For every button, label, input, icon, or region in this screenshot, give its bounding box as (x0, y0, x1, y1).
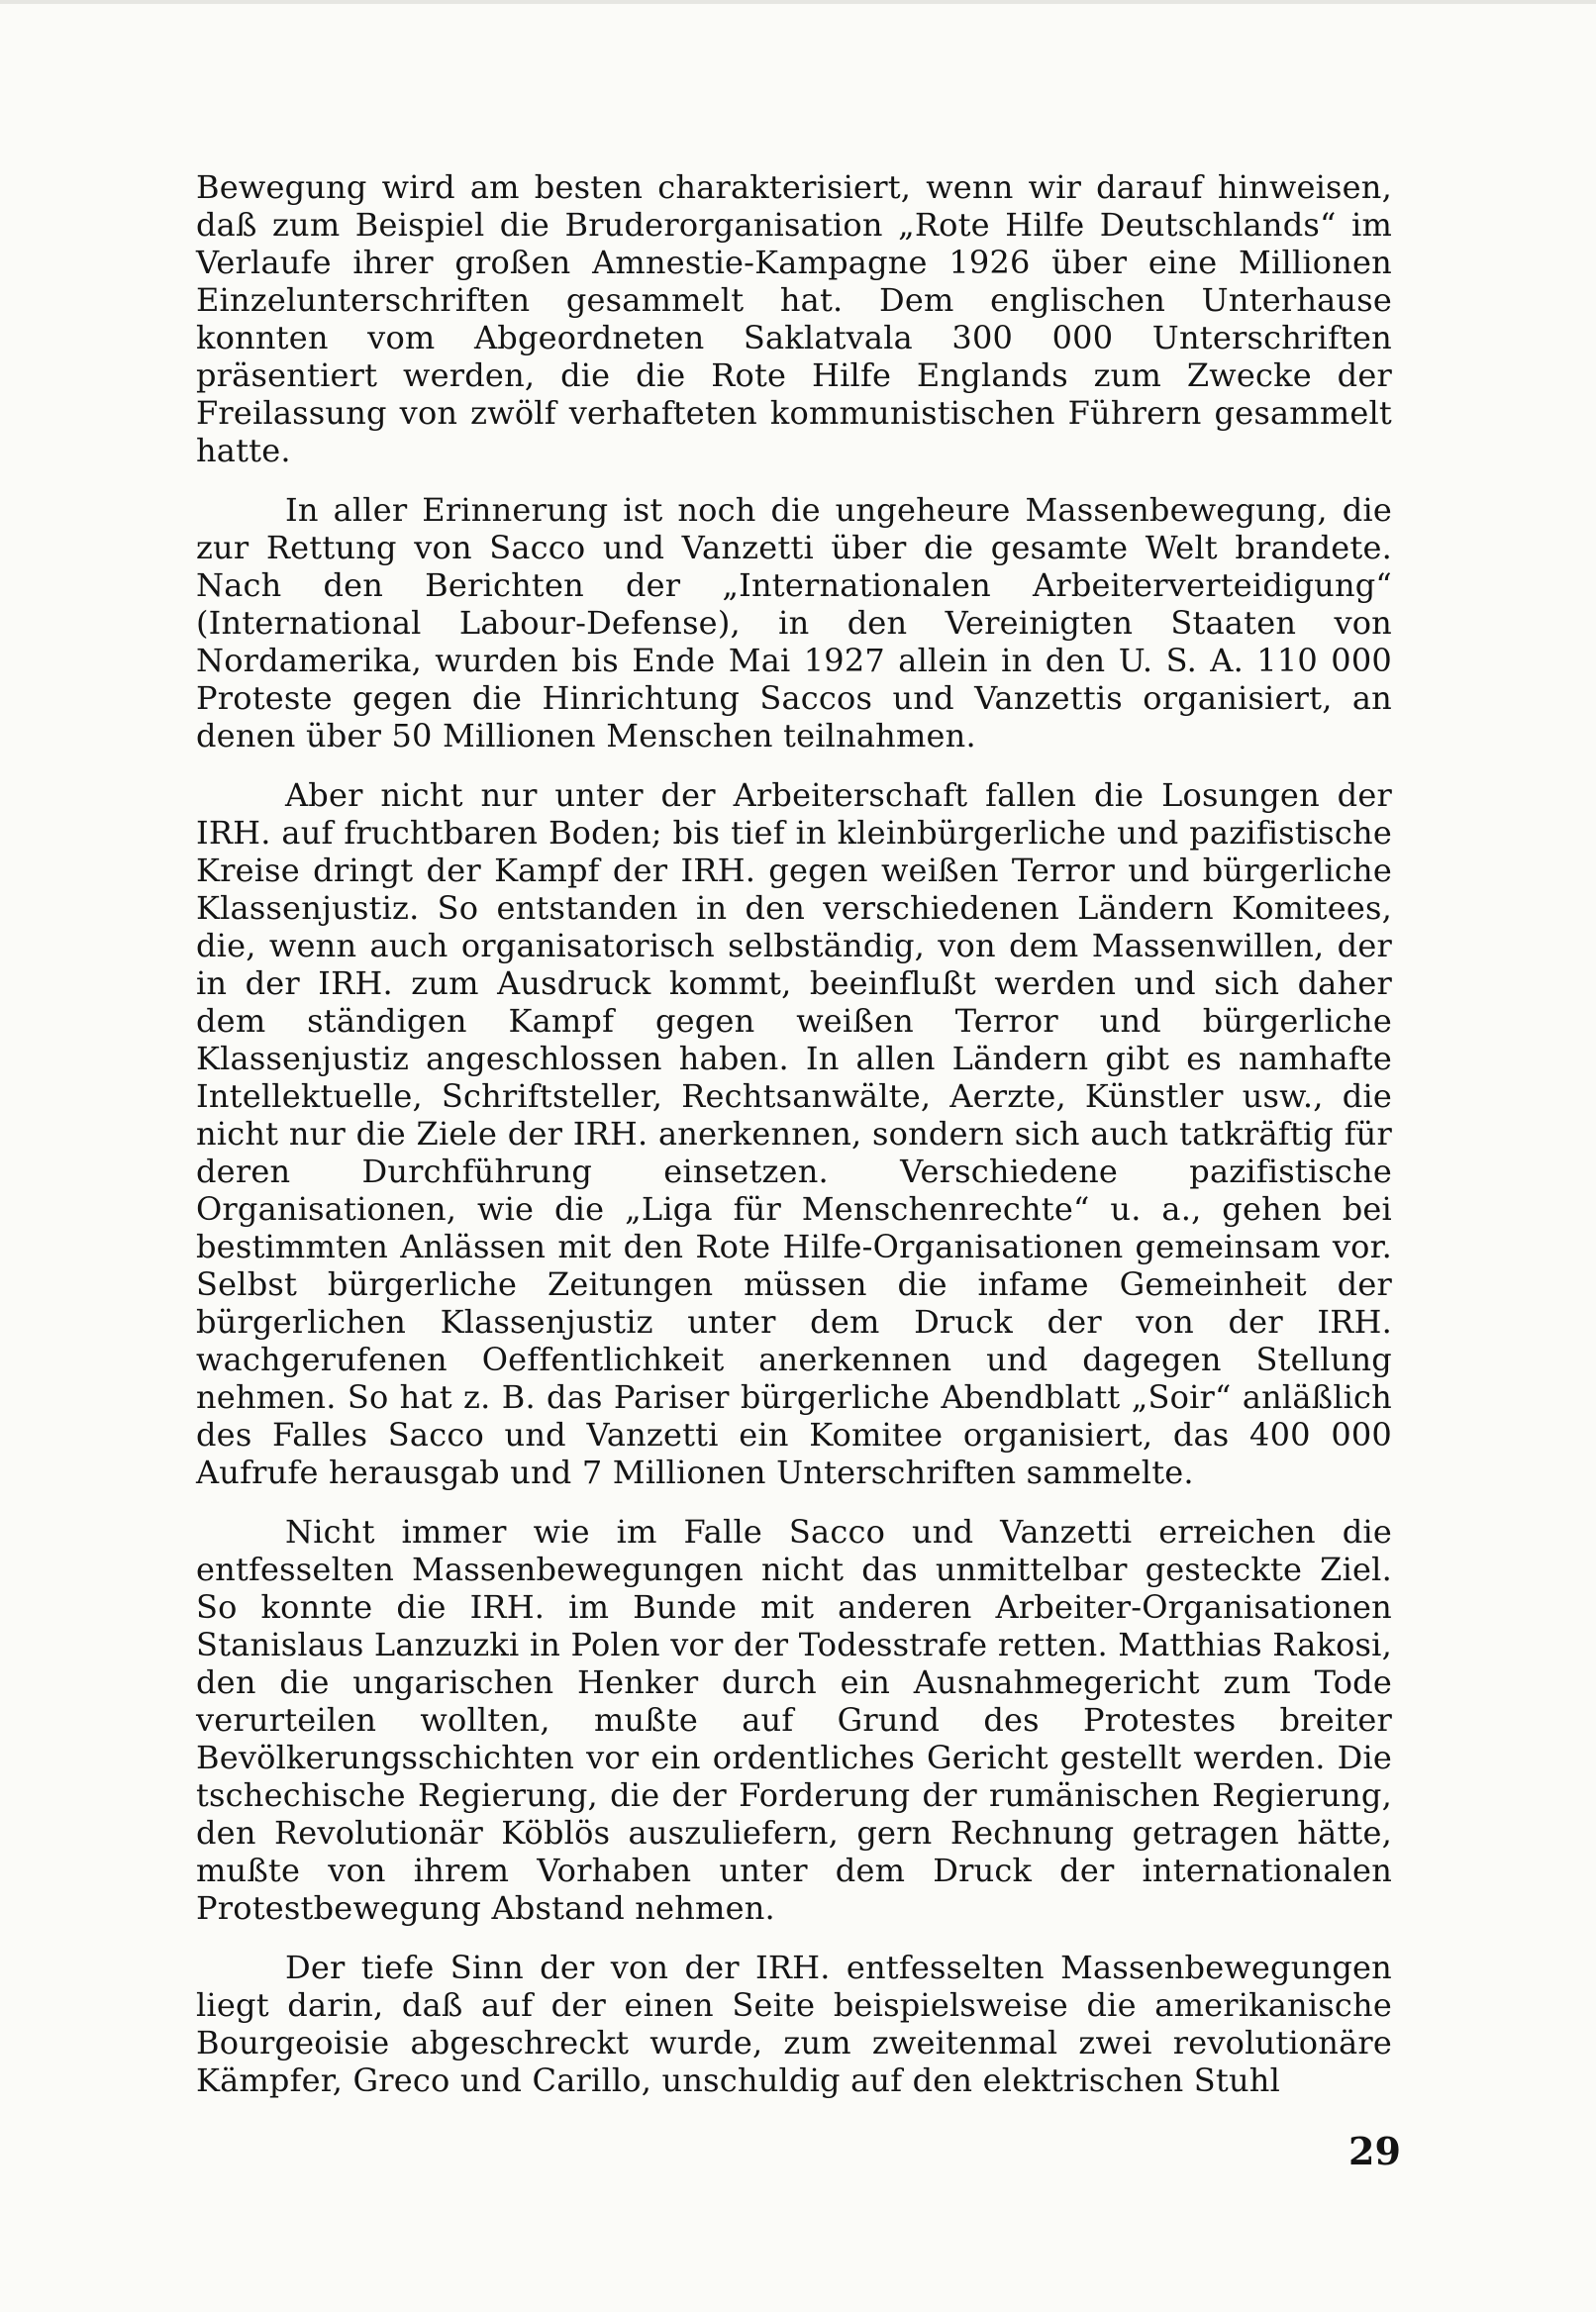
page-top-edge (0, 0, 1596, 4)
paragraph-2: In aller Erinnerung ist noch die ungeheure Massenbewegung, die zur Rettung von Sacco und Vanzetti über die gesamte Welt brandete. Nach den Berichten der „Internationalen Arbeiterverteidigung“ (International Labour-Defense), in den Vereinigten Staaten von Nordamerika, wurden bis Ende Mai 1927 allein in den U. S. A. 110 000 Proteste gegen die Hinrichtung Saccos und Vanzettis organisiert, an denen über 50 Millionen Menschen teilnahmen. (196, 491, 1392, 754)
paragraph-5: Der tiefe Sinn der von der IRH. entfesselten Massenbewegungen liegt darin, daß auf der einen Seite beispielsweise die amerikanische Bourgeoisie abgeschreckt wurde, zum zweitenmal zwei revolutionäre Kämpfer, Greco und Carillo, unschuldig auf den elektrischen Stuhl (196, 1949, 1392, 2099)
paragraph-4: Nicht immer wie im Falle Sacco und Vanzetti erreichen die entfesselten Massenbewegungen nicht das unmittelbar gesteckte Ziel. So konnte die IRH. im Bunde mit anderen Arbeiter-Organisationen Stanislaus Lanzuzki in Polen vor der Todesstrafe retten. Matthias Rakosi, den die ungarischen Henker durch ein Ausnahmegericht zum Tode verurteilen wollten, mußte auf Grund des Protestes breiter Bevölkerungsschichten vor ein ordentliches Gericht gestellt werden. Die tschechische Regierung, die der Forderung der rumänischen Regierung, den Revolutionär Köblös auszuliefern, gern Rechnung getragen hätte, mußte von ihrem Vorhaben unter dem Druck der internationalen Protestbewegung Abstand nehmen. (196, 1513, 1392, 1927)
paragraph-3: Aber nicht nur unter der Arbeiterschaft fallen die Losungen der IRH. auf fruchtbaren Boden; bis tief in kleinbürgerliche und pazifistische Kreise dringt der Kampf der IRH. gegen weißen Terror und bürgerliche Klassenjustiz. So entstanden in den verschiedenen Ländern Komitees, die, wenn auch organisatorisch selbständig, von dem Massenwillen, der in der IRH. zum Ausdruck kommt, beeinflußt werden und sich daher dem ständigen Kampf gegen weißen Terror und bürgerliche Klassenjustiz angeschlossen haben. In allen Ländern gibt es namhafte Intellektuelle, Schriftsteller, Rechtsanwälte, Aerzte, Künstler usw., die nicht nur die Ziele der IRH. anerkennen, sondern sich auch tatkräftig für deren Durchführung einsetzen. Verschiedene pazifistische Organisationen, wie die „Liga für Menschenrechte“ u. a., gehen bei bestimmten Anlässen mit den Rote Hilfe-Organisationen gemeinsam vor. Selbst bürgerliche Zeitungen müssen die infame Gemeinheit der bürgerlichen Klassenjustiz unter dem Druck der von der IRH. wachgerufenen Oeffentlichkeit anerkennen und dagegen Stellung nehmen. So hat z. B. das Pariser bürgerliche Abendblatt „Soir“ anläßlich des Falles Sacco und Vanzetti ein Komitee organisiert, das 400 000 Aufrufe herausgab und 7 Millionen Unterschriften sammelte. (196, 776, 1392, 1491)
body-text (196, 168, 1392, 2121)
page-number: 29 (1348, 2129, 1401, 2173)
paragraph-1: Bewegung wird am besten charakterisiert, wenn wir darauf hinweisen, daß zum Beispiel die Bruderorganisation „Rote Hilfe Deutschlands“ im Verlaufe ihrer großen Amnestie-Kampagne 1926 über eine Millionen Einzelunterschriften gesammelt hat. Dem englischen Unterhause konnten vom Abgeordneten Saklatvala 300 000 Unterschriften präsentiert werden, die die Rote Hilfe Englands zum Zwecke der Freilassung von zwölf verhafteten kommunistischen Führern gesammelt hatte. (196, 168, 1392, 469)
